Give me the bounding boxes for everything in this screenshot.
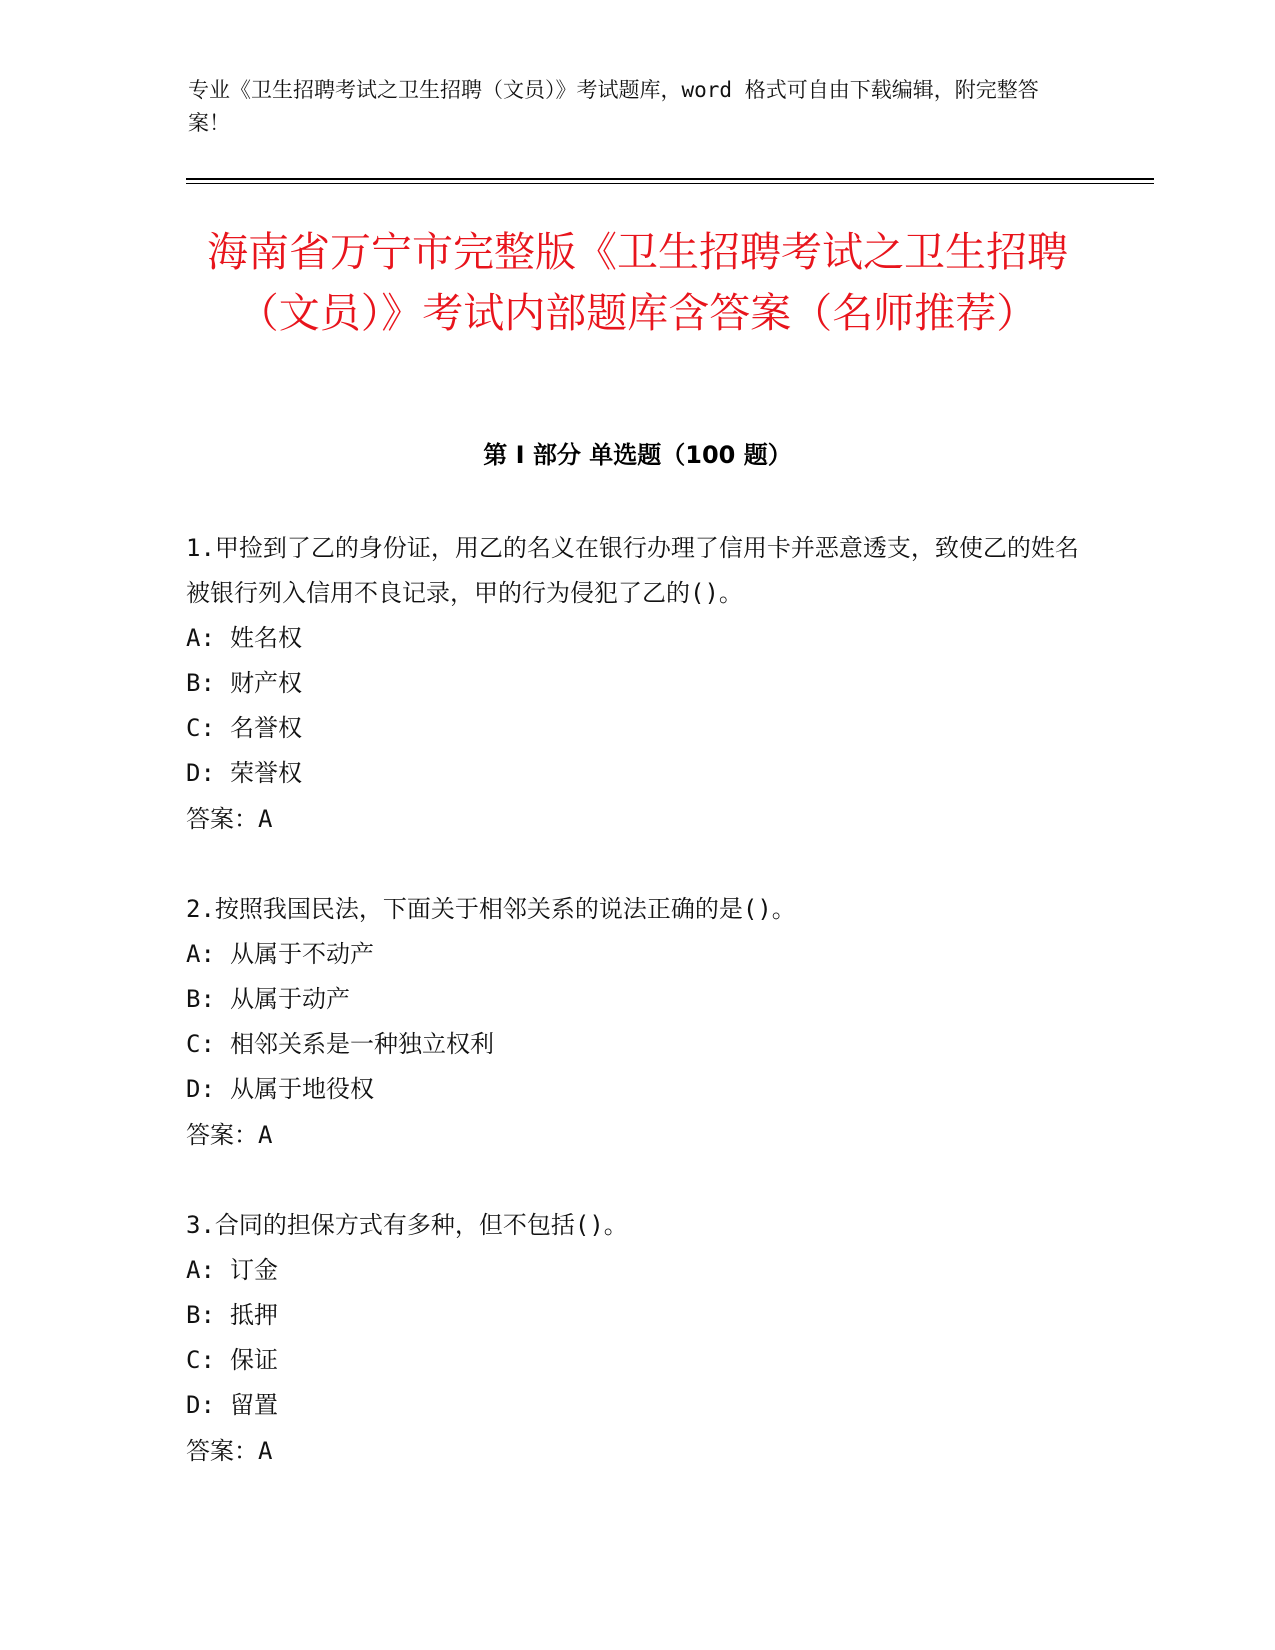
- option-key: C:: [186, 714, 215, 742]
- question-spacer: [186, 842, 1086, 887]
- option-key: B:: [186, 1301, 215, 1329]
- option-text: 订金: [230, 1256, 278, 1284]
- option-d: [186, 1383, 1086, 1428]
- option-key: D:: [186, 1075, 215, 1103]
- option-key: A:: [186, 624, 215, 652]
- option-key: D:: [186, 1391, 215, 1419]
- question-1: [186, 526, 1086, 842]
- option-text: 从属于动产: [230, 985, 350, 1013]
- answer-label: 答案：: [186, 805, 258, 833]
- option-key: B:: [186, 669, 215, 697]
- option-key: A:: [186, 940, 215, 968]
- option-text: 财产权: [230, 669, 302, 697]
- option-text: 名誉权: [230, 714, 302, 742]
- answer-line: [186, 796, 1086, 842]
- question-3: [186, 1203, 1086, 1474]
- question-spacer: [186, 1158, 1086, 1203]
- answer-value: A: [258, 805, 273, 833]
- header-divider-thick: [186, 178, 1154, 180]
- option-c: [186, 1338, 1086, 1383]
- option-key: A:: [186, 1256, 215, 1284]
- option-text: 保证: [230, 1346, 278, 1374]
- option-text: 抵押: [230, 1301, 278, 1329]
- answer-value: A: [258, 1437, 273, 1465]
- header-divider: [186, 178, 1154, 184]
- option-text: 留置: [230, 1391, 278, 1419]
- option-key: C:: [186, 1030, 215, 1058]
- option-d: [186, 751, 1086, 796]
- option-text: 姓名权: [230, 624, 302, 652]
- option-b: [186, 977, 1086, 1022]
- document-title: 海南省万宁市完整版《卫生招聘考试之卫生招聘（文员）》考试内部题库含答案（名师推荐）: [207, 228, 1068, 337]
- option-text: 从属于地役权: [230, 1075, 374, 1103]
- option-a: [186, 616, 1086, 661]
- answer-line: [186, 1428, 1086, 1474]
- header-divider-thin: [186, 183, 1154, 184]
- option-a: [186, 932, 1086, 977]
- option-c: [186, 1022, 1086, 1067]
- question-2: [186, 887, 1086, 1158]
- option-a: [186, 1248, 1086, 1293]
- option-text: 从属于不动产: [230, 940, 374, 968]
- option-key: D:: [186, 759, 215, 787]
- question-stem: 2.按照我国民法，下面关于相邻关系的说法正确的是()。: [186, 895, 796, 923]
- question-stem: 3.合同的担保方式有多种，但不包括()。: [186, 1211, 628, 1239]
- question-list: [186, 526, 1086, 1474]
- option-c: [186, 706, 1086, 751]
- option-b: [186, 661, 1086, 706]
- answer-value: A: [258, 1121, 273, 1149]
- answer-label: 答案：: [186, 1121, 258, 1149]
- answer-label: 答案：: [186, 1437, 258, 1465]
- option-key: B:: [186, 985, 215, 1013]
- option-key: C:: [186, 1346, 215, 1374]
- option-text: 荣誉权: [230, 759, 302, 787]
- answer-line: [186, 1112, 1086, 1158]
- option-text: 相邻关系是一种独立权利: [230, 1030, 494, 1058]
- section-heading: 第 I 部分 单选题（100 题）: [483, 441, 792, 469]
- option-d: [186, 1067, 1086, 1112]
- header-note: 专业《卫生招聘考试之卫生招聘（文员）》考试题库，word 格式可自由下载编辑，附完整答案！: [188, 78, 1039, 135]
- question-stem: 1.甲捡到了乙的身份证，用乙的名义在银行办理了信用卡并恶意透支，致使乙的姓名被银行列入信用不良记录，甲的行为侵犯了乙的()。: [186, 534, 1079, 607]
- option-b: [186, 1293, 1086, 1338]
